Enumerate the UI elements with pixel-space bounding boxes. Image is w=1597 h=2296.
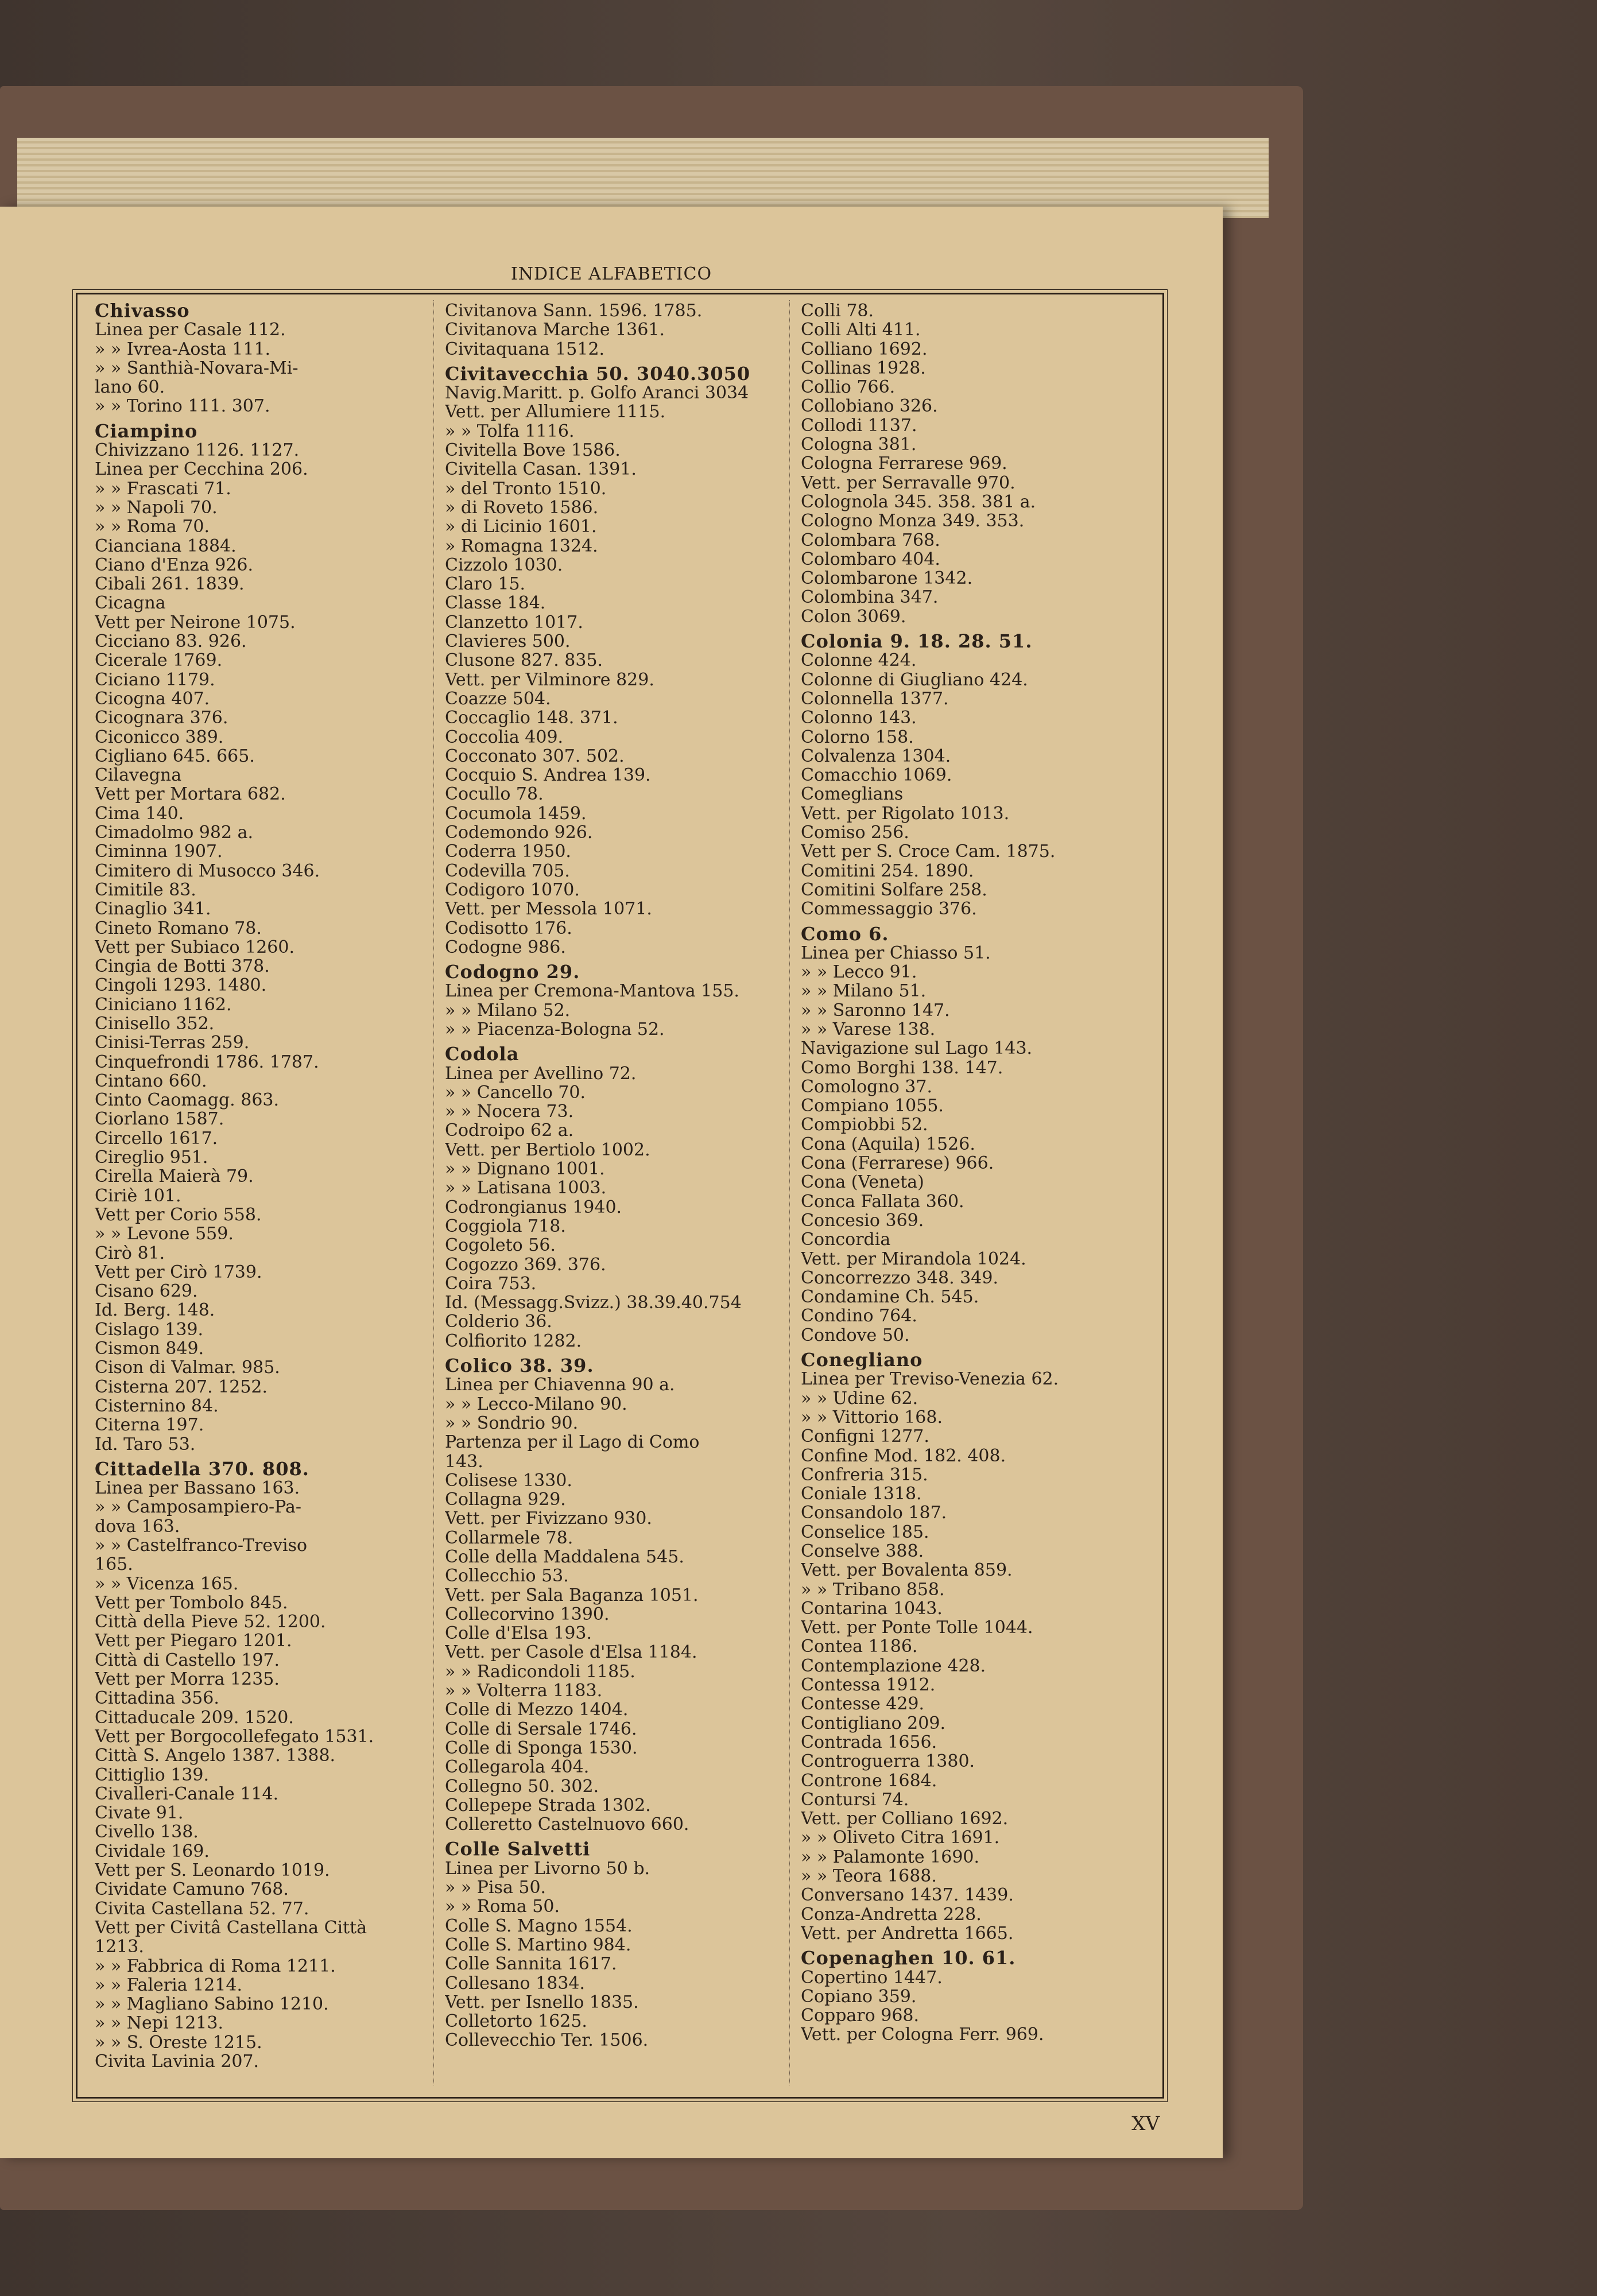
index-entry: Cicerale 1769. (95, 651, 223, 670)
index-entry: Cocullo 78. (445, 785, 544, 804)
index-entry: » » Napoli 70. (95, 498, 218, 518)
index-entry: Id. (Messagg.Svizz.) 38.39.40.754 (445, 1293, 742, 1313)
index-entry: Ciriè 101. (95, 1186, 181, 1205)
index-entry: Ciminna 1907. (95, 842, 223, 862)
index-entry: Linea per Chiavenna 90 a. (445, 1375, 675, 1395)
index-frame (76, 293, 1164, 2099)
index-entry: lano 60. (95, 378, 165, 397)
index-entry: Ciniciano 1162. (95, 995, 232, 1014)
index-entry: Cicognara 376. (95, 708, 228, 728)
index-entry: Comacchio 1069. (801, 766, 952, 785)
index-entry: Cintano 660. (95, 1071, 207, 1091)
index-entry: Colle di Sponga 1530. (445, 1738, 638, 1758)
index-heading: Chivasso (95, 301, 190, 321)
index-entry: Cislago 139. (95, 1320, 204, 1340)
index-entry: Cimitile 83. (95, 880, 196, 900)
index-heading: Cittadella 370. 808. (95, 1459, 309, 1479)
index-entry: Colvalenza 1304. (801, 746, 951, 766)
index-entry: Codogne 986. (445, 937, 566, 957)
index-entry: Collegno 50. 302. (445, 1777, 599, 1796)
index-entry: Coira 753. (445, 1274, 537, 1294)
index-entry: Contursi 74. (801, 1790, 909, 1810)
index-entry: » » Dignano 1001. (445, 1159, 605, 1179)
index-entry: Coccaglio 148. 371. (445, 708, 618, 728)
index-entry: Colon 3069. (801, 607, 906, 627)
index-entry: Cividate Camuno 768. (95, 1880, 289, 1899)
index-entry: Cona (Veneta) (801, 1173, 924, 1192)
index-column-1 (95, 301, 439, 2071)
index-entry: » » Volterra 1183. (445, 1681, 603, 1701)
index-entry: Coazze 504. (445, 689, 551, 709)
index-entry: Cicciano 83. 926. (95, 632, 247, 651)
index-entry: Colletorto 1625. (445, 2012, 587, 2031)
index-entry: Cinisi-Terras 259. (95, 1033, 250, 1053)
page-edges (17, 138, 1269, 218)
index-entry: Collecorvino 1390. (445, 1604, 610, 1624)
index-entry: Contarina 1043. (801, 1599, 943, 1619)
index-entry: Chivizzano 1126. 1127. (95, 441, 300, 460)
index-entry: Cicagna (95, 594, 166, 613)
book-page (0, 207, 1223, 2158)
page-header: INDICE ALFABETICO (510, 264, 712, 284)
column-rule (789, 300, 790, 2085)
index-entry: » » Pisa 50. (445, 1878, 546, 1898)
index-entry: Colderio 36. (445, 1312, 552, 1332)
index-entry: Vett per Neirone 1075. (95, 612, 296, 633)
index-entry: Copparo 968. (801, 2006, 920, 2026)
index-entry: Cilavegna (95, 766, 182, 785)
index-entry: Cimadolmo 982 a. (95, 823, 254, 843)
index-entry: Cocumola 1459. (445, 804, 587, 824)
index-heading: Codogno 29. (445, 963, 580, 982)
index-entry: Civitella Casan. 1391. (445, 460, 637, 479)
index-entry: Navigazione sul Lago 143. (801, 1039, 1033, 1058)
index-entry: Colonnella 1377. (801, 689, 949, 709)
index-entry: » » Milano 52. (445, 1000, 571, 1020)
index-entry: » » Santhià-Novara-Mi- (95, 358, 299, 378)
index-entry: Colombina 347. (801, 588, 939, 607)
index-entry: Vett per Tombolo 845. (95, 1593, 288, 1613)
index-entry: Colognola 345. 358. 381 a. (801, 492, 1036, 512)
index-entry: Cisterna 207. 1252. (95, 1377, 268, 1397)
index-entry: Conselice 185. (801, 1522, 929, 1542)
index-entry: Claro 15. (445, 575, 526, 594)
index-heading: Conegliano (801, 1351, 923, 1370)
index-entry: » » Levone 559. (95, 1224, 234, 1244)
index-entry: Collobiano 326. (801, 397, 938, 416)
index-entry: Linea per Casale 112. (95, 320, 286, 340)
index-entry: Vett per Cirò 1739. (95, 1262, 262, 1282)
index-entry: Clavieres 500. (445, 632, 571, 651)
index-entry: Comitini Solfare 258. (801, 880, 987, 900)
index-entry: Cirella Maierà 79. (95, 1167, 254, 1186)
index-entry: » » Fabbrica di Roma 1211. (95, 1956, 336, 1976)
index-entry: Vett per Piegaro 1201. (95, 1631, 292, 1651)
index-entry: » » Tolfa 1116. (445, 421, 575, 441)
index-entry: Cona (Aquila) 1526. (801, 1134, 975, 1154)
index-entry: Contessa 1912. (801, 1676, 936, 1695)
index-heading: Civitavecchia 50. 3040.3050 (445, 364, 751, 384)
index-entry: Controne 1684. (801, 1771, 937, 1790)
index-entry: Colonne 424. (801, 651, 917, 670)
index-heading: Colle Salvetti (445, 1840, 591, 1859)
index-entry: Civitanova Sann. 1596. 1785. (445, 301, 703, 321)
index-entry: » di Licinio 1601. (445, 517, 597, 537)
index-entry: » » Varese 138. (801, 1019, 936, 1040)
index-entry: Vett. per Mirandola 1024. (801, 1249, 1026, 1269)
index-entry: Condamine Ch. 545. (801, 1287, 979, 1307)
index-entry: » » Frascati 71. (95, 479, 231, 498)
index-entry: Ciano d'Enza 926. (95, 555, 254, 575)
index-entry: Clanzetto 1017. (445, 612, 583, 633)
index-entry: Cologna Ferrarese 969. (801, 454, 1007, 474)
index-entry: Linea per Chiasso 51. (801, 943, 991, 963)
index-entry: Collio 766. (801, 378, 896, 397)
index-entry: Comologno 37. (801, 1077, 933, 1097)
index-entry: » » Piacenza-Bologna 52. (445, 1019, 665, 1040)
index-entry: Controguerra 1380. (801, 1752, 975, 1771)
index-entry: Collecchio 53. (445, 1566, 569, 1586)
index-entry: Vett. per Rigolato 1013. (801, 804, 1010, 824)
index-entry: Circello 1617. (95, 1128, 218, 1149)
index-heading: Colonia 9. 18. 28. 51. (801, 632, 1033, 651)
index-entry: Civalleri-Canale 114. (95, 1784, 279, 1804)
index-entry: » » Lecco-Milano 90. (445, 1394, 627, 1414)
index-entry: Vett. per Allumiere 1115. (445, 402, 666, 422)
index-entry: Cimitero di Musocco 346. (95, 861, 320, 881)
index-entry: Cison di Valmar. 985. (95, 1358, 280, 1378)
index-entry: Ciconicco 389. (95, 727, 224, 747)
index-entry: Cirò 81. (95, 1243, 165, 1263)
index-entry: Colle della Maddalena 545. (445, 1548, 684, 1567)
index-entry: Vett. per Messola 1071. (445, 899, 652, 919)
index-entry: » » Vicenza 165. (95, 1574, 239, 1593)
index-entry: Comeglians (801, 785, 904, 804)
index-entry: Cicogna 407. (95, 689, 210, 709)
index-entry: Collarmele 78. (445, 1528, 573, 1548)
index-entry: Citerna 197. (95, 1415, 204, 1435)
index-entry: Cireglio 951. (95, 1148, 208, 1168)
index-entry: » » Nocera 73. (445, 1102, 574, 1122)
index-entry: Cocquio S. Andrea 139. (445, 766, 651, 785)
index-entry: Cividale 169. (95, 1841, 210, 1861)
index-heading: Ciampino (95, 421, 198, 441)
index-entry: Vett. per Serravalle 970. (801, 473, 1015, 492)
index-entry: Concordia (801, 1230, 891, 1250)
index-entry: » » Radicondoli 1185. (445, 1662, 635, 1682)
index-entry: Cismon 849. (95, 1339, 204, 1359)
index-entry: Colli 78. (801, 301, 874, 321)
index-entry: Linea per Cremona-Mantova 155. (445, 982, 739, 1001)
index-entry: Linea per Treviso-Venezia 62. (801, 1370, 1059, 1389)
index-heading: Codola (445, 1045, 520, 1064)
index-entry: Colonne di Giugliano 424. (801, 670, 1028, 689)
index-entry: Conselve 388. (801, 1542, 924, 1561)
index-entry: » » Teora 1688. (801, 1867, 937, 1886)
index-entry: Colfiorito 1282. (445, 1331, 582, 1351)
index-entry: Cibali 261. 1839. (95, 575, 245, 594)
index-entry: Cogoleto 56. (445, 1236, 556, 1255)
index-entry: Cittadina 356. (95, 1689, 219, 1708)
index-entry: » » Lecco 91. (801, 963, 917, 982)
index-entry: Colorno 158. (801, 727, 914, 747)
index-entry: Commessaggio 376. (801, 899, 977, 919)
index-entry: Consandolo 187. (801, 1503, 947, 1523)
index-entry: Ciorlano 1587. (95, 1110, 224, 1129)
index-entry: Contigliano 209. (801, 1713, 945, 1733)
index-entry: Configni 1277. (801, 1427, 929, 1446)
index-entry: » » Vittorio 168. (801, 1407, 943, 1428)
index-entry: Vett per Corio 558. (95, 1205, 262, 1225)
index-entry: Colombarone 1342. (801, 569, 973, 588)
index-entry: Colle di Mezzo 1404. (445, 1700, 629, 1720)
index-entry: Civita Castellana 52. 77. (95, 1899, 309, 1918)
index-entry: Vett. per Isnello 1835. (445, 1992, 639, 2012)
index-entry: Linea per Cecchina 206. (95, 460, 308, 479)
index-entry: » » Roma 50. (445, 1897, 560, 1917)
index-entry: Colombaro 404. (801, 549, 940, 569)
index-entry: Vett. per Andretta 1665. (801, 1923, 1014, 1944)
index-entry: Id. Berg. 148. (95, 1301, 215, 1320)
index-entry: Cigliano 645. 665. (95, 746, 255, 766)
index-entry: Cineto Romano 78. (95, 918, 262, 938)
index-entry: Colliano 1692. (801, 339, 928, 359)
index-entry: » di Roveto 1586. (445, 498, 599, 518)
index-entry: Como Borghi 138. 147. (801, 1058, 1003, 1077)
index-entry: Colisese 1330. (445, 1471, 572, 1491)
index-entry: » » Latisana 1003. (445, 1178, 607, 1198)
index-entry: Vett. per Sala Baganza 1051. (445, 1585, 699, 1605)
index-entry: Classe 184. (445, 594, 546, 613)
index-entry: » » Roma 70. (95, 517, 210, 537)
index-entry: Colombara 768. (801, 530, 940, 550)
index-entry: Contrada 1656. (801, 1732, 937, 1752)
index-column-3 (801, 301, 1145, 2045)
index-entry: » » Cancello 70. (445, 1083, 586, 1103)
index-entry: Partenza per il Lago di Como (445, 1433, 700, 1452)
index-heading: Copenaghen 10. 61. (801, 1949, 1016, 1968)
index-entry: Vett per S. Leonardo 1019. (95, 1861, 330, 1880)
index-entry: Città S. Angelo 1387. 1388. (95, 1746, 336, 1766)
index-entry: Colle S. Martino 984. (445, 1935, 631, 1955)
index-entry: Cinquefrondi 1786. 1787. (95, 1052, 319, 1072)
index-entry: » » Magliano Sabino 1210. (95, 1995, 329, 2014)
index-heading: Como 6. (801, 924, 889, 944)
index-entry: Cisano 629. (95, 1282, 198, 1301)
index-entry: » » Sondrio 90. (445, 1413, 579, 1433)
index-entry: Cittiglio 139. (95, 1765, 210, 1785)
index-entry: » » Udine 62. (801, 1389, 918, 1408)
index-entry: » » Castelfranco-Treviso (95, 1536, 308, 1556)
index-entry: Vett per S. Croce Cam. 1875. (801, 842, 1056, 862)
index-entry: Confreria 315. (801, 1465, 928, 1485)
index-entry: Codigoro 1070. (445, 880, 580, 900)
index-entry: Codemondo 926. (445, 823, 593, 843)
index-entry: Codevilla 705. (445, 861, 570, 881)
index-entry: Civello 138. (95, 1822, 199, 1842)
index-entry: Vett per Mortara 682. (95, 785, 286, 804)
index-entry: Collevecchio Ter. 1506. (445, 2031, 649, 2050)
index-entry: Colle d'Elsa 193. (445, 1624, 592, 1643)
index-entry: Codisotto 176. (445, 918, 572, 938)
index-entry: » » Faleria 1214. (95, 1975, 243, 1995)
index-entry: Cinaglio 341. (95, 899, 211, 919)
index-entry: Vett. per Casole d'Elsa 1184. (445, 1643, 697, 1662)
index-entry: 1213. (95, 1937, 144, 1957)
index-entry: » » Saronno 147. (801, 1000, 950, 1020)
index-entry: Contemplazione 428. (801, 1656, 986, 1676)
index-entry: Vett. per Ponte Tolle 1044. (801, 1618, 1033, 1638)
index-column-2 (445, 301, 789, 2050)
index-entry: Contesse 429. (801, 1694, 925, 1714)
index-entry: Navig.Maritt. p. Golfo Aranci 3034 (445, 383, 749, 403)
index-entry: Condino 764. (801, 1306, 917, 1326)
index-entry: Conversano 1437. 1439. (801, 1886, 1014, 1905)
index-entry: Id. Taro 53. (95, 1434, 196, 1454)
index-entry: Cona (Ferrarese) 966. (801, 1154, 994, 1173)
index-entry: Cingia de Botti 378. (95, 957, 270, 976)
index-entry: Vett. per Fivizzano 930. (445, 1509, 652, 1529)
index-entry: Vett per Morra 1235. (95, 1670, 280, 1689)
index-entry: Colli Alti 411. (801, 320, 921, 340)
index-entry: Colleretto Castelnuovo 660. (445, 1815, 689, 1835)
index-entry: Cologna 381. (801, 435, 917, 455)
index-entry: 143. (445, 1452, 483, 1471)
index-entry: Civate 91. (95, 1804, 184, 1823)
index-entry: Colle S. Magno 1554. (445, 1916, 633, 1936)
index-entry: Collagna 929. (445, 1490, 566, 1510)
index-entry: Linea per Bassano 163. (95, 1479, 300, 1498)
index-entry: Codrongianus 1940. (445, 1197, 622, 1217)
index-entry: Città della Pieve 52. 1200. (95, 1612, 326, 1632)
index-entry: Collodi 1137. (801, 416, 917, 436)
index-entry: Codroipo 62 a. (445, 1121, 574, 1141)
index-entry: Linea per Avellino 72. (445, 1064, 637, 1083)
index-entry: Civitaquana 1512. (445, 339, 605, 359)
index-entry: Condove 50. (801, 1325, 910, 1345)
index-entry: Compiano 1055. (801, 1096, 944, 1116)
index-entry: 165. (95, 1555, 133, 1574)
index-entry: Coccolia 409. (445, 727, 564, 747)
index-entry: Collesano 1834. (445, 1973, 586, 1993)
index-entry: Cinto Caomagg. 863. (95, 1091, 280, 1110)
index-entry: Civitella Bove 1586. (445, 441, 621, 460)
index-entry: Vett. per Vilminore 829. (445, 670, 654, 689)
index-entry: Cisternino 84. (95, 1396, 219, 1416)
index-entry: Coderra 1950. (445, 842, 571, 862)
index-entry: dova 163. (95, 1517, 180, 1536)
index-entry: Comitini 254. 1890. (801, 861, 974, 881)
index-entry: » » S. Oreste 1215. (95, 2033, 262, 2053)
index-entry: Cogozzo 369. 376. (445, 1255, 606, 1274)
index-entry: Concesio 369. (801, 1211, 924, 1231)
index-entry: Clusone 827. 835. (445, 651, 603, 670)
index-entry: Vett per Borgocollefegato 1531. (95, 1727, 374, 1747)
index-entry: Compiobbi 52. (801, 1115, 928, 1135)
index-entry: Vett. per Bertiolo 1002. (445, 1140, 650, 1160)
index-entry: Colle Sannita 1617. (445, 1954, 617, 1974)
index-entry: Coggiola 718. (445, 1216, 566, 1236)
index-entry: » » Palamonte 1690. (801, 1847, 980, 1867)
index-entry: Cinisello 352. (95, 1014, 215, 1034)
index-entry: Conza-Andretta 228. (801, 1905, 982, 1924)
index-entry: » » Torino 111. 307. (95, 397, 270, 416)
index-entry: » » Tribano 858. (801, 1580, 945, 1599)
index-entry: Ciciano 1179. (95, 670, 215, 689)
index-entry: Copertino 1447. (801, 1968, 943, 1987)
index-entry: Vett per Subiaco 1260. (95, 937, 294, 957)
index-entry: Cizzolo 1030. (445, 555, 563, 575)
index-entry: » » Ivrea-Aosta 111. (95, 339, 271, 359)
index-entry: Vett per Civitâ Castellana Città (95, 1918, 367, 1938)
index-entry: Coniale 1318. (801, 1484, 922, 1504)
index-entry: Cittaducale 209. 1520. (95, 1708, 294, 1727)
index-entry: Cianciana 1884. (95, 536, 237, 556)
index-entry: Vett. per Cologna Ferr. 969. (801, 2025, 1044, 2045)
index-entry: Collepepe Strada 1302. (445, 1795, 651, 1816)
index-entry: » » Nepi 1213. (95, 2014, 224, 2033)
index-entry: Colonno 143. (801, 708, 917, 728)
index-entry: Collinas 1928. (801, 358, 926, 378)
index-entry: Contea 1186. (801, 1637, 918, 1657)
index-entry: Comiso 256. (801, 823, 909, 843)
index-entry: Cima 140. (95, 804, 184, 824)
index-entry: Vett. per Colliano 1692. (801, 1809, 1009, 1829)
index-entry: » del Tronto 1510. (445, 479, 607, 498)
index-entry: Linea per Livorno 50 b. (445, 1859, 650, 1879)
index-entry: Civitanova Marche 1361. (445, 320, 665, 340)
index-entry: » » Milano 51. (801, 982, 927, 1001)
page-number: XV (1131, 2112, 1160, 2135)
index-entry: Cocconato 307. 502. (445, 746, 625, 766)
index-entry: Colle di Sersale 1746. (445, 1719, 637, 1739)
index-entry: Confine Mod. 182. 408. (801, 1446, 1006, 1465)
index-entry: Concorrezzo 348. 349. (801, 1268, 998, 1288)
index-entry: Vett. per Bovalenta 859. (801, 1561, 1013, 1580)
index-entry: Collegarola 404. (445, 1758, 590, 1777)
index-entry: Cingoli 1293. 1480. (95, 976, 267, 995)
index-entry: Conca Fallata 360. (801, 1192, 964, 1211)
index-entry: » » Camposampiero-Pa- (95, 1498, 302, 1517)
index-entry: Civita Lavinia 207. (95, 2052, 259, 2072)
index-entry: » Romagna 1324. (445, 536, 598, 556)
index-entry: » » Oliveto Citra 1691. (801, 1828, 1000, 1848)
index-entry: Copiano 359. (801, 1987, 917, 2007)
index-entry: Città di Castello 197. (95, 1650, 280, 1670)
index-entry: Cologno Monza 349. 353. (801, 511, 1025, 531)
index-heading: Colico 38. 39. (445, 1356, 594, 1376)
